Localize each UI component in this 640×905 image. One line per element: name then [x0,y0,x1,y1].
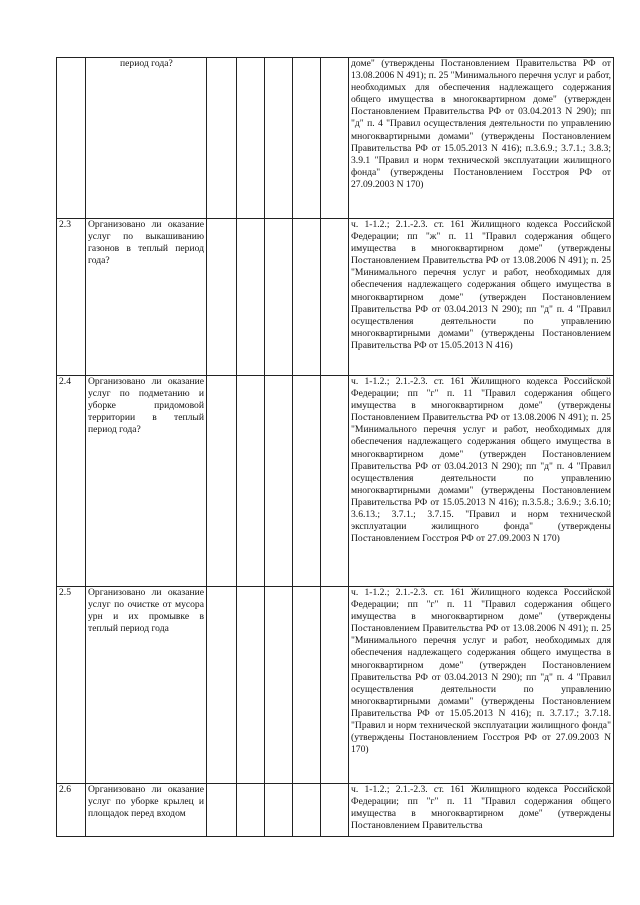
question-text: Организовано ли оказание услуг по очистке от мусора урн и их промывке в теплый период года [88,587,204,635]
question-text: период года? [120,58,173,69]
reference-text: ч. 1-1.2.; 2.1.-2.3. ст. 161 Жилищного кодекса Российской Федерации; пп "г" п. 11 "Правил содержания общего имущества в многоквартирном доме" (утверждены Постановлением Правительства РФ от 13.08.2006 N 491); п. 25 "Минимального перечня услуг и работ, необходимых для обеспечения надлежащего содержания общего имущества в многоквартирном доме" (утвержден Постановлением Правительства РФ от 03.04.2013 N 290); пп "д" п. 4 "Правил осуществления деятельности по управлению многоквартирными домами" (утверждены Постановлением Правительства РФ от 15.05.2013 N 416); п.3.5.8.; 3.6.9.; 3.6.10; 3.6.13.; 3.7.1.; 3.7.15. "Правил и норм технической эксплуатации жилищного фонда" (утверждены Постановлением Госстроя РФ от 27.09.2003 N 170) [351,376,611,545]
answer-cell [207,784,237,837]
table-row [57,376,614,587]
checklist-table [56,57,614,837]
answer-cell [321,58,349,219]
reference-cell [349,219,614,376]
answer-cell [293,587,321,784]
answer-cell [321,784,349,837]
item-number: 2.3 [57,219,86,376]
answer-cell [321,587,349,784]
reference-text: ч. 1-1.2.; 2.1.-2.3. ст. 161 Жилищного кодекса Российской Федерации; пп "г" п. 11 "Правил содержания общего имущества в многоквартирном доме" (утверждены Постановлением Правительства [351,784,611,832]
question-cell [86,58,207,219]
reference-text: доме" (утверждены Постановлением Правительства РФ от 13.08.2006 N 491); п. 25 "Минимального перечня услуг и работ, необходимых для обеспечения надлежащего содержания общего имущества в многоквартирном доме" (утвержден Постановлением Правительства РФ от 03.04.2013 N 290); пп "д" п. 4 "Правил осуществления деятельности по управлению многоквартирными домами" (утверждены Постановлением Правительства РФ от 15.05.2013 N 416); п.3.6.9.; 3.7.1.; 3.8.3; 3.9.1 "Правил и норм технической эксплуатации жилищного фонда" (утверждены Постановлением Госстроя РФ от 27.09.2003 N 170) [351,58,611,190]
item-number: 2.5 [57,587,86,784]
question-cell [86,587,207,784]
answer-cell [207,219,237,376]
table-row [57,784,614,837]
item-number: 2.4 [57,376,86,587]
answer-cell [293,784,321,837]
answer-cell [265,376,293,587]
item-number: 2.6 [57,784,86,837]
answer-cell [237,784,265,837]
answer-cell [237,58,265,219]
question-text: Организовано ли оказание услуг по подметанию и уборке придомовой территории в теплый период года? [88,376,204,436]
question-text: Организовано ли оказание услуг по выкашиванию газонов в теплый период года? [88,219,204,267]
answer-cell [293,58,321,219]
answer-cell [207,376,237,587]
answer-cell [237,376,265,587]
reference-cell [349,376,614,587]
reference-cell [349,784,614,837]
document-page [56,57,613,837]
answer-cell [265,784,293,837]
answer-cell [265,58,293,219]
table-row [57,58,614,219]
item-number [57,58,86,219]
reference-cell [349,587,614,784]
question-text: Организовано ли оказание услуг по уборке крылец и площадок перед входом [88,784,204,820]
reference-text: ч. 1-1.2.; 2.1.-2.3. ст. 161 Жилищного кодекса Российской Федерации; пп "г" п. 11 "Правил содержания общего имущества в многоквартирном доме" (утверждены Постановлением Правительства РФ от 13.08.2006 N 491); п. 25 "Минимального перечня услуг и работ, необходимых для обеспечения надлежащего содержания общего имущества в многоквартирном доме" (утвержден Постановлением Правительства РФ от 03.04.2013 N 290); пп "д" п. 4 "Правил осуществления деятельности по управлению многоквартирными домами" (утверждены Постановлением Правительства РФ от 15.05.2013 N 416); п. 3.7.17.; 3.7.18. "Правил и норм технической эксплуатации жилищного фонда" (утверждены Постановлением Госстроя РФ от 27.09.2003 N 170) [351,587,611,756]
answer-cell [207,587,237,784]
table-row [57,587,614,784]
question-cell [86,784,207,837]
answer-cell [237,219,265,376]
reference-cell [349,58,614,219]
question-cell [86,376,207,587]
reference-text: ч. 1-1.2.; 2.1.-2.3. ст. 161 Жилищного кодекса Российской Федерации; пп "ж" п. 11 "Правил содержания общего имущества в многоквартирном доме" (утверждены Постановлением Правительства РФ от 13.08.2006 N 491); п. 25 "Минимального перечня услуг и работ, необходимых для обеспечения надлежащего содержания общего имущества в многоквартирном доме" (утвержден Постановлением Правительства РФ от 03.04.2013 N 290); пп "д" п. 4 "Правил осуществления деятельности по управлению многоквартирными домами" (утверждены Постановлением Правительства РФ от 15.05.2013 N 416) [351,219,611,351]
question-cell [86,219,207,376]
answer-cell [207,58,237,219]
answer-cell [265,587,293,784]
answer-cell [321,376,349,587]
answer-cell [293,376,321,587]
table-row [57,219,614,376]
answer-cell [237,587,265,784]
answer-cell [321,219,349,376]
answer-cell [265,219,293,376]
answer-cell [293,219,321,376]
